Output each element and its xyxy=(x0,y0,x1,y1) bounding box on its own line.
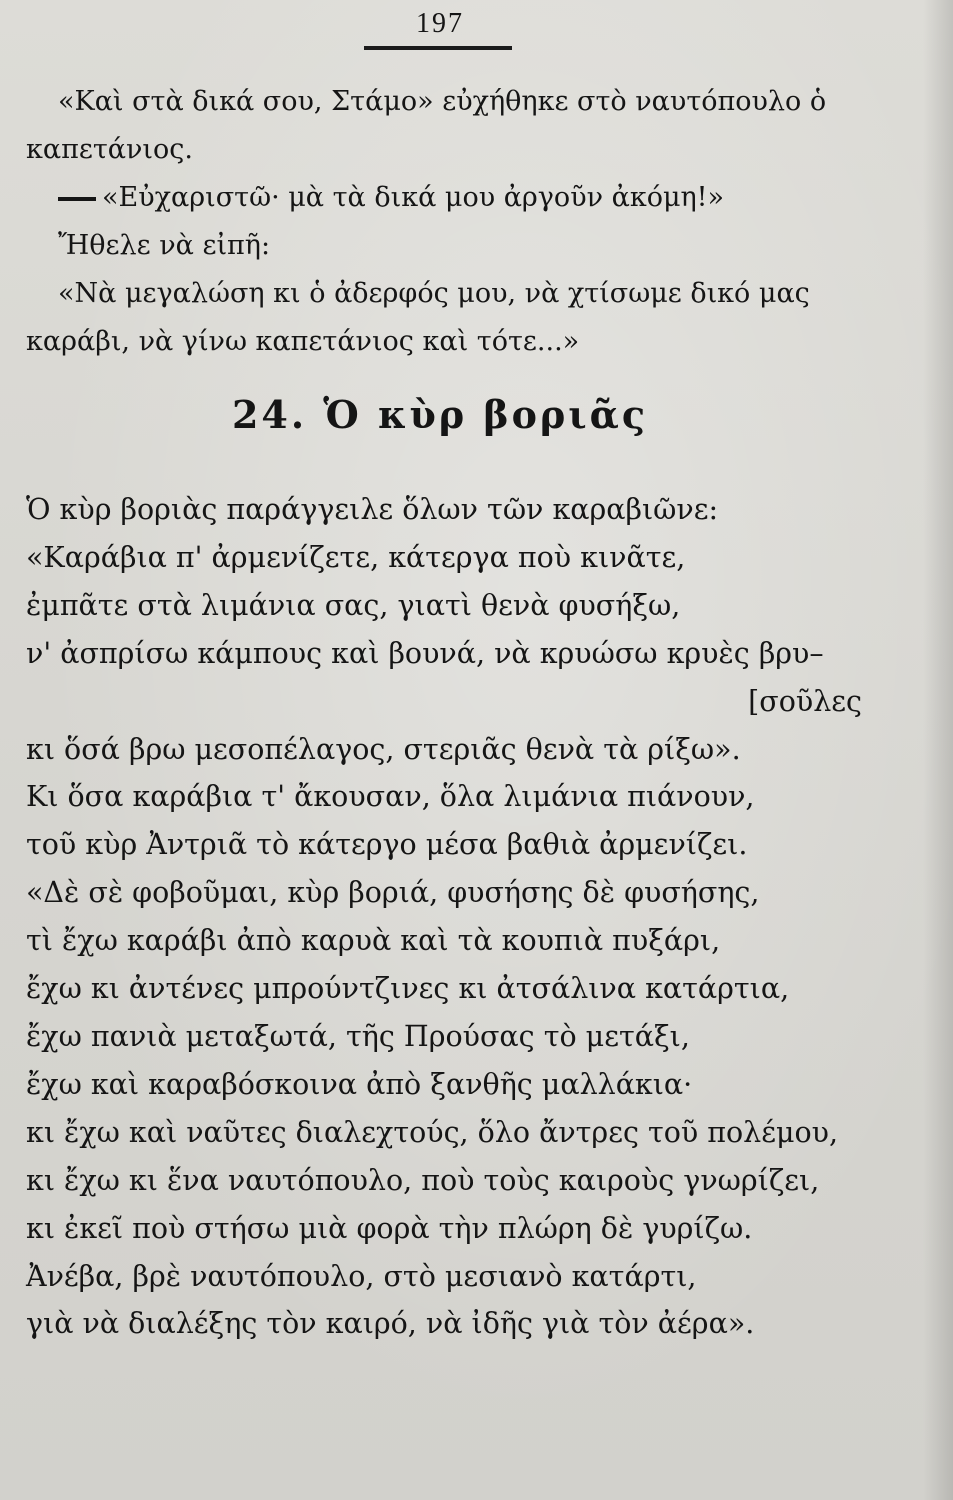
poem-line: ἔχω καὶ καραβόσκοινα ἀπὸ ξανθῆς μαλλάκια· xyxy=(26,1067,693,1101)
poem-line: ἐμπᾶτε στὰ λιμάνια σας, γιατὶ θενὰ φυσήξω, xyxy=(26,588,681,622)
poem-line: κι ἔχω καὶ ναῦτες διαλεχτούς, ὅλο ἄντρες τοῦ πολέμου, xyxy=(26,1115,839,1149)
section-heading: 24. Ὁ κὺρ βοριᾶς xyxy=(231,392,649,437)
prose-section xyxy=(26,78,856,366)
poem-line: τὶ ἔχω καράβι ἀπὸ καρυὰ καὶ τὰ κουπιὰ πυξάρι, xyxy=(26,924,721,958)
poem-line: Κι ὅσα καράβια τ' ἄκουσαν, ὅλα λιμάνια πιάνουν, xyxy=(26,780,755,814)
poem-line: κι ἐκεῖ ποὺ στήσω μιὰ φορὰ τὴν πλώρη δὲ γυρίζω. xyxy=(26,1211,753,1245)
prose-line xyxy=(26,174,856,222)
poem-line: τοῦ κὺρ Ἀντριᾶ τὸ κάτεργο μέσα βαθιὰ ἀρμενίζει. xyxy=(26,828,748,862)
poem-line: γιὰ νὰ διαλέξης τὸν καιρό, νὰ ἰδῆς γιὰ τὸν ἀέρα». xyxy=(26,1307,755,1341)
poem-line: κι ὅσά βρω μεσοπέλαγος, στεριᾶς θενὰ τὰ ρίξω». xyxy=(26,732,741,766)
poem-line: ἔχω κι ἀντένες μπρούντζινες κι ἀτσάλινα κατάρτια, xyxy=(26,972,790,1006)
poem-line: Ἀνέβα, βρὲ ναυτόπουλο, στὸ μεσιανὸ κατάρτι, xyxy=(26,1259,697,1293)
poem-line: κι ἔχω κι ἕνα ναυτόπουλο, ποὺ τοὺς καιροὺς γνωρίζει, xyxy=(26,1163,820,1197)
poem xyxy=(26,486,862,1348)
poem-line-continuation: [σοῦλες xyxy=(748,684,862,718)
prose-line: καπετάνιος. xyxy=(26,134,193,165)
prose-line: «Καὶ στὰ δικά σου, Στάμο» εὐχήθηκε στὸ ναυτόπουλο ὁ xyxy=(58,86,827,117)
poem-line: ἔχω πανιὰ μεταξωτά, τῆς Προύσας τὸ μετάξι, xyxy=(26,1019,690,1053)
em-dash xyxy=(58,197,96,201)
poem-line: «Καράβια π' ἀρμενίζετε, κάτεργα ποὺ κινᾶτε, xyxy=(26,540,686,574)
prose-line: καράβι, νὰ γίνω καπετάνιος καὶ τότε...» xyxy=(26,326,580,357)
prose-line-text: «Εὐχαριστῶ· μὰ τὰ δικά μου ἀργοῦν ἀκόμη!» xyxy=(102,182,725,213)
page-number: 197 xyxy=(416,8,464,39)
poem-line: ν' ἀσπρίσω κάμπους καὶ βουνά, νὰ κρυώσω κρυὲς βρυ– xyxy=(26,636,824,670)
header-rule xyxy=(364,46,512,50)
poem-line: «Δὲ σὲ φοβοῦμαι, κὺρ βοριά, φυσήσης δὲ φυσήσης, xyxy=(26,876,760,910)
prose-line: «Νὰ μεγαλώση κι ὁ ἀδερφός μου, νὰ χτίσωμε δικό μας xyxy=(58,278,810,309)
prose-line: Ἤθελε νὰ εἰπῆ: xyxy=(58,230,271,261)
poem-line: Ὁ κὺρ βοριὰς παράγγειλε ὅλων τῶν καραβιῶνε: xyxy=(26,493,719,526)
